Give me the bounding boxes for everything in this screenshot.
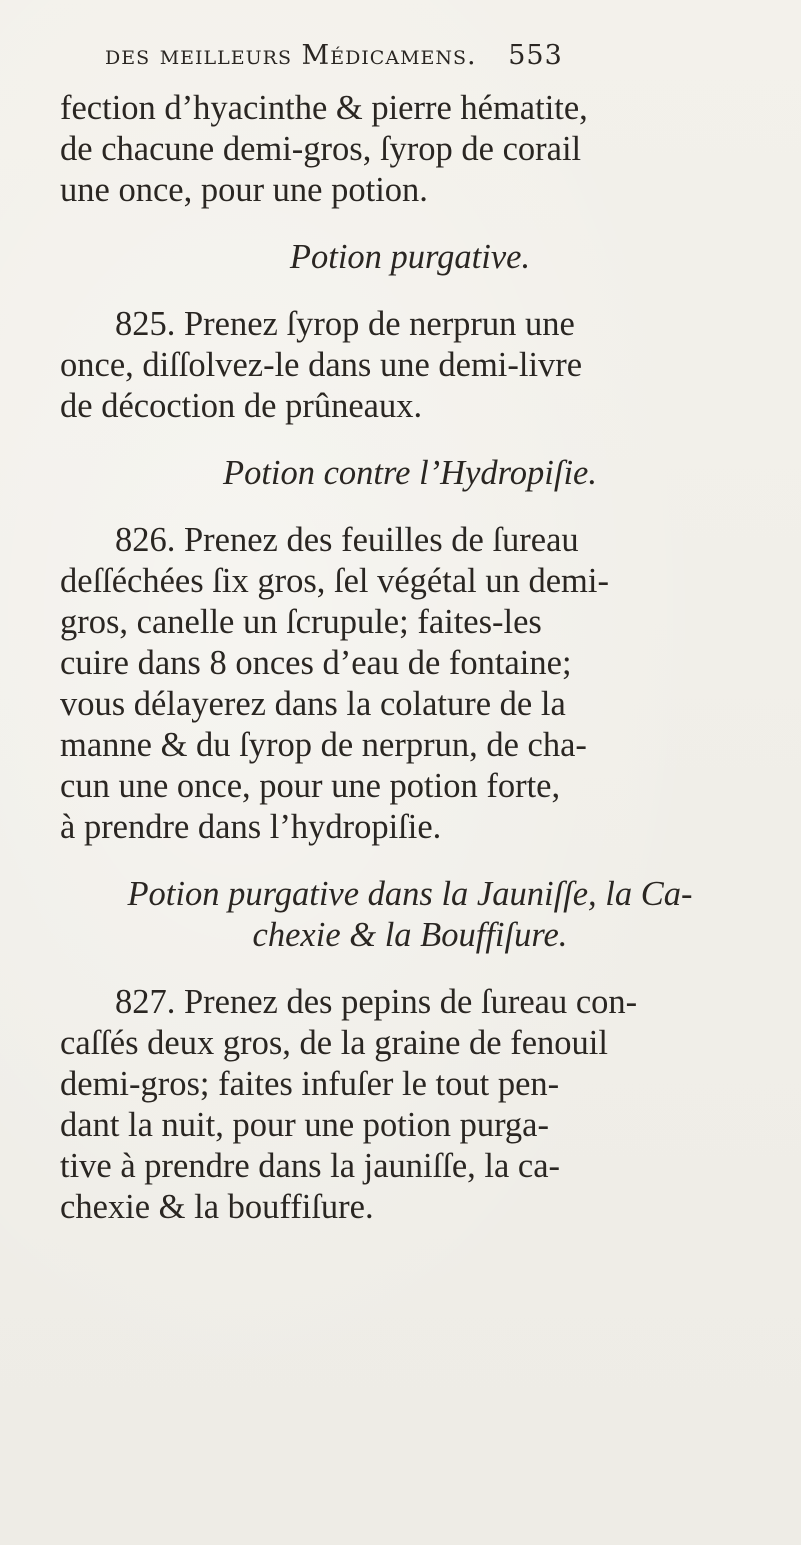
text-line: dant la nuit, pour une potion purga- [60, 1106, 549, 1144]
text-line: vous délayerez dans la colature de la [60, 685, 566, 723]
intro-paragraph [60, 88, 760, 211]
text-line: chexie & la bouffiſure. [60, 1188, 374, 1226]
text-line: cuire dans 8 onces d’eau de fontaine; [60, 644, 572, 682]
text-line: deſſéchées ſix gros, ſel végétal un demi- [60, 562, 609, 600]
text-line: fection d’hyacinthe & pierre hématite, [60, 89, 588, 127]
text-line: gros, canelle un ſcrupule; faites-les [60, 603, 542, 641]
text-line: de décoction de prûneaux. [60, 387, 423, 425]
section-825 [60, 237, 760, 427]
text-line: once, diſſolvez-le dans une demi-livre [60, 346, 583, 384]
section-826 [60, 453, 760, 848]
text-line: demi-gros; faites infuſer le tout pen- [60, 1065, 560, 1103]
page-number: 553 [508, 40, 563, 71]
text-line: 825. Prenez ſyrop de nerprun une [115, 305, 575, 343]
section-title: chexie & la Bouffiſure. [252, 916, 568, 954]
text-line: à prendre dans l’hydropiſie. [60, 808, 442, 846]
text-line: manne & du ſyrop de nerprun, de cha- [60, 726, 587, 764]
text-line: 827. Prenez des pepins de ſureau con- [115, 983, 638, 1021]
text-line: caſſés deux gros, de la graine de fenouil [60, 1024, 608, 1062]
running-title: des meilleurs Médicamens. [105, 40, 477, 71]
text-line: une once, pour une potion. [60, 171, 428, 209]
section-title: Potion purgative. [289, 238, 531, 276]
running-header [105, 40, 765, 71]
section-827 [60, 874, 760, 1228]
page-body [60, 88, 760, 1228]
section-title: Potion purgative dans la Jauniſſe, la Ca- [127, 875, 693, 913]
text-line: tive à prendre dans la jauniſſe, la ca- [60, 1147, 561, 1185]
text-line: cun une once, pour une potion forte, [60, 767, 561, 805]
section-title: Potion contre l’Hydropiſie. [223, 454, 597, 492]
text-line: 826. Prenez des feuilles de ſureau [115, 521, 579, 559]
text-line: de chacune demi-gros, ſyrop de corail [60, 130, 582, 168]
